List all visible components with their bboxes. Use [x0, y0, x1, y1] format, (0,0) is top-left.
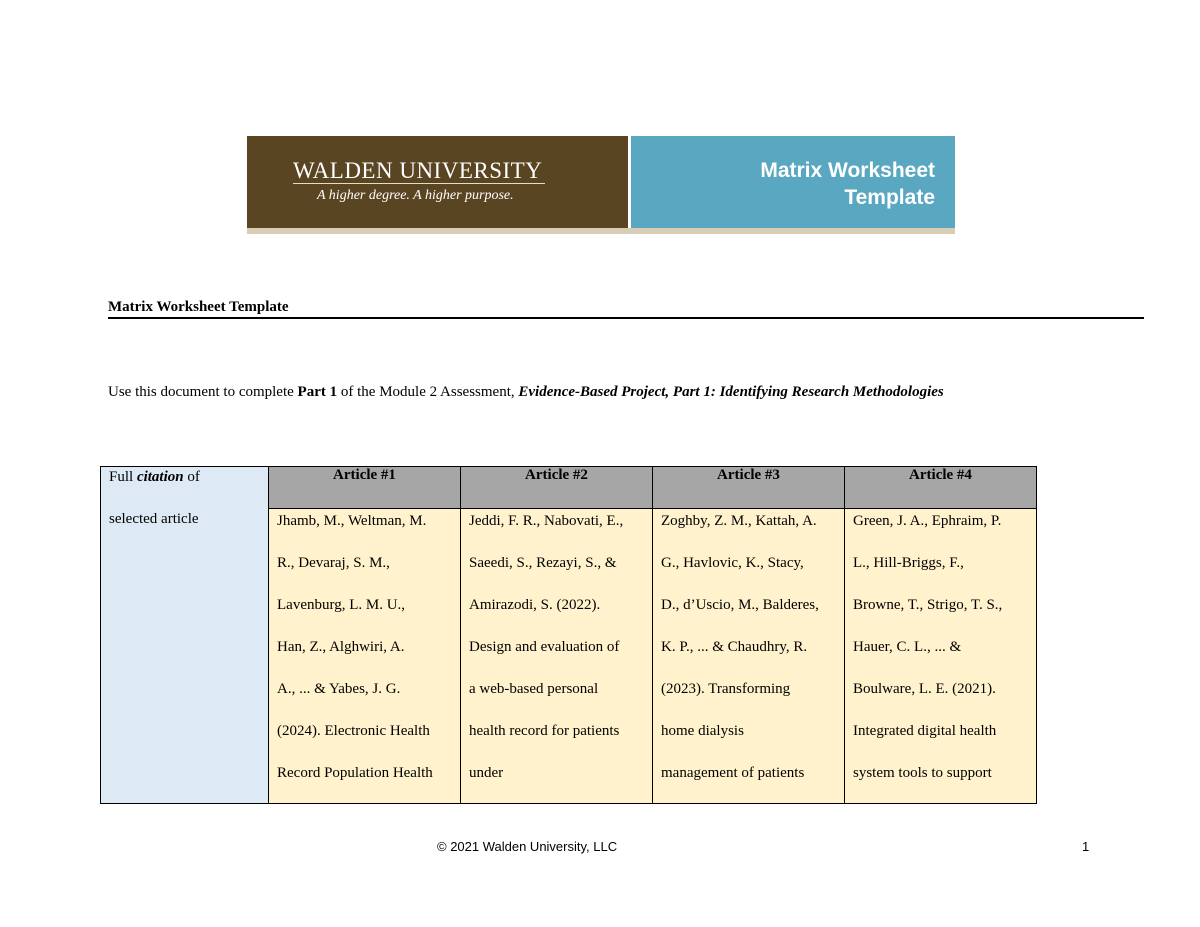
citation-line: management of patients [661, 765, 805, 781]
citation-line: Zoghby, Z. M., Kattah, A. [661, 513, 817, 529]
banner-title-line-1: Matrix Worksheet [760, 159, 935, 182]
citation-line: Design and evaluation of [469, 639, 620, 655]
citation-line: Amirazodi, S. (2022). [469, 597, 601, 613]
page-number: 1 [1082, 839, 1090, 854]
citation-line: Record Population Health [277, 765, 433, 781]
citation-line: under [469, 765, 504, 781]
university-tagline: A higher degree. A higher purpose. [317, 188, 514, 203]
intro-part-label: Part 1 [297, 384, 338, 400]
document-heading: Matrix Worksheet Template [108, 299, 1144, 319]
citation-line: Lavenburg, L. M. U., [277, 597, 406, 613]
intro-middle: of the Module 2 Assessment, [337, 384, 519, 400]
citation-line: Jhamb, M., Weltman, M. [277, 513, 427, 529]
intro-prefix: Use this document to complete [108, 384, 298, 400]
banner-title [760, 157, 935, 211]
matrix-table [100, 466, 1037, 804]
citation-line: (2024). Electronic Health [277, 723, 430, 739]
citation-cell-3 [653, 509, 845, 804]
citation-line: Boulware, L. E. (2021). [853, 681, 996, 697]
citation-line: Hauer, C. L., ... & [853, 639, 962, 655]
table-header-row [101, 467, 1037, 509]
row-label-cell [101, 467, 269, 804]
row-label-line-1 [109, 467, 260, 509]
article-header-4: Article #4 [845, 467, 1037, 509]
banner-title-line-2: Template [844, 186, 935, 209]
citation-line: Jeddi, F. R., Nabovati, E., [469, 513, 624, 529]
row-label-emphasis: citation [136, 469, 184, 485]
row-label-line-2: selected article [109, 511, 199, 527]
footer-copyright: © 2021 Walden University, LLC [437, 839, 618, 854]
row-label-suffix: of [183, 469, 200, 485]
citation-line: D., d’Uscio, M., Balderes, [661, 597, 819, 613]
citation-line: G., Havlovic, K., Stacy, [661, 555, 804, 571]
walden-banner [247, 136, 955, 234]
citation-cell-4 [845, 509, 1037, 804]
citation-line: (2023). Transforming [661, 681, 791, 697]
citation-line: Green, J. A., Ephraim, P. [853, 513, 1002, 529]
article-header-1: Article #1 [269, 467, 461, 509]
citation-line: Han, Z., Alghwiri, A. [277, 639, 405, 655]
row-label-prefix: Full [109, 469, 137, 485]
intro-paragraph [108, 384, 944, 401]
citation-line: A., ... & Yabes, J. G. [277, 681, 401, 697]
citation-line: R., Devaraj, S. M., [277, 555, 390, 571]
citation-line: Browne, T., Strigo, T. S., [853, 597, 1003, 613]
citation-line: L., Hill-Briggs, F., [853, 555, 964, 571]
university-logo-text: WALDEN UNIVERSITY [293, 158, 543, 183]
citation-line: health record for patients [469, 723, 620, 739]
banner-bottom-strip [247, 228, 955, 234]
citation-line: system tools to support [853, 765, 992, 781]
citation-line: home dialysis [661, 723, 744, 739]
banner-logo-panel [247, 136, 628, 228]
article-header-3: Article #3 [653, 467, 845, 509]
citation-line: Saeedi, S., Rezayi, S., & [469, 555, 617, 571]
citation-cell-2 [461, 509, 653, 804]
citation-line: K. P., ... & Chaudhry, R. [661, 639, 808, 655]
citation-line: Integrated digital health [853, 723, 997, 739]
citation-line: a web-based personal [469, 681, 599, 697]
article-header-2: Article #2 [461, 467, 653, 509]
logo-divider [293, 183, 545, 184]
intro-assessment-title: Evidence-Based Project, Part 1: Identifying Research Methodologies [518, 384, 944, 400]
citation-cell-1 [269, 509, 461, 804]
banner-title-panel [631, 136, 955, 228]
